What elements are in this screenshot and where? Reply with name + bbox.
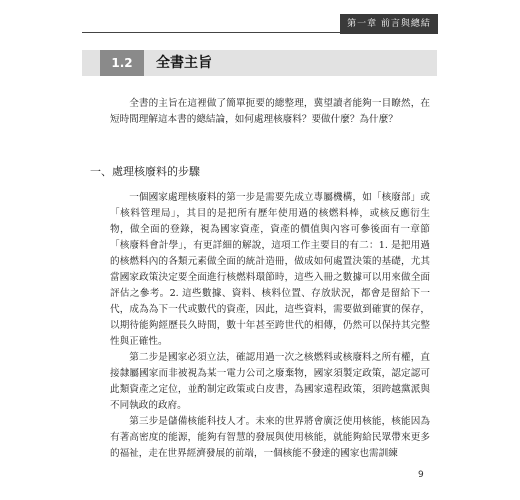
intro-paragraph: 全書的主旨在這裡做了簡單扼要的總整理，冀望讀者能夠一目瞭然，在短時間理解這本書的總結論，如何處理核廢料？要做什麼？為什麼？ <box>110 98 430 125</box>
body-paragraph-3: 第三步是儲備核能科技人才。未來的世界將會廣泛使用核能，核能因為有著高密度的能源，能夠有智慧的發展與使用核能，就能夠給民眾帶來更多的福祉，走在世界經濟發展的前端，一個核能不發達的國家也需訓練 <box>110 416 430 459</box>
body-paragraph-1: 一個國家處理核廢料的第一步是需要先成立專屬機構，如「核廢部」或「核料管理局」，其目的是把所有歷年使用過的核燃料棒，或核反應衍生物，做全面的登錄，視為國家資產，資產的價值與內容可參後面有一章節「核廢料會計學」，有更詳細的解說，這項工作主要目的有二：1. 是把用過的核燃料內的各類元素做全面的統計造冊，做成如何處置決策的基礎，尤其當國家政策決定要全面進行核燃料環節時，這些入冊之數據可以用來做全面評估之參考。2. 這些數據、資料、核料位置、存放狀況，都會是留給下一代，成為為下一代或數代的資產，因此，這些資料，需要做到確實的保存，以期待能夠經歷長久時間，數十年甚至跨世代的相傳，仍然可以保持其完整性與正確性。 <box>110 192 430 347</box>
section-title: 全書主旨 <box>156 55 212 71</box>
page-number: 9 <box>418 470 424 480</box>
section-number: 1.2 <box>100 50 144 76</box>
subheading: 一、處理核廢料的步驟 <box>90 165 200 178</box>
running-header <box>0 0 520 42</box>
body-paragraph-2: 第二步是國家必須立法，確認用過一次之核燃料或核廢料之所有權，直接隸屬國家而非被視為某一電力公司之廢棄物，國家須製定政策，認定認可此類資產之定位，並酌制定政策或白皮書，為國家遠程政策，須跨越黨派與不同執政的政府。 <box>110 352 430 411</box>
chapter-label: 第一章 前言與總結 <box>340 14 438 34</box>
